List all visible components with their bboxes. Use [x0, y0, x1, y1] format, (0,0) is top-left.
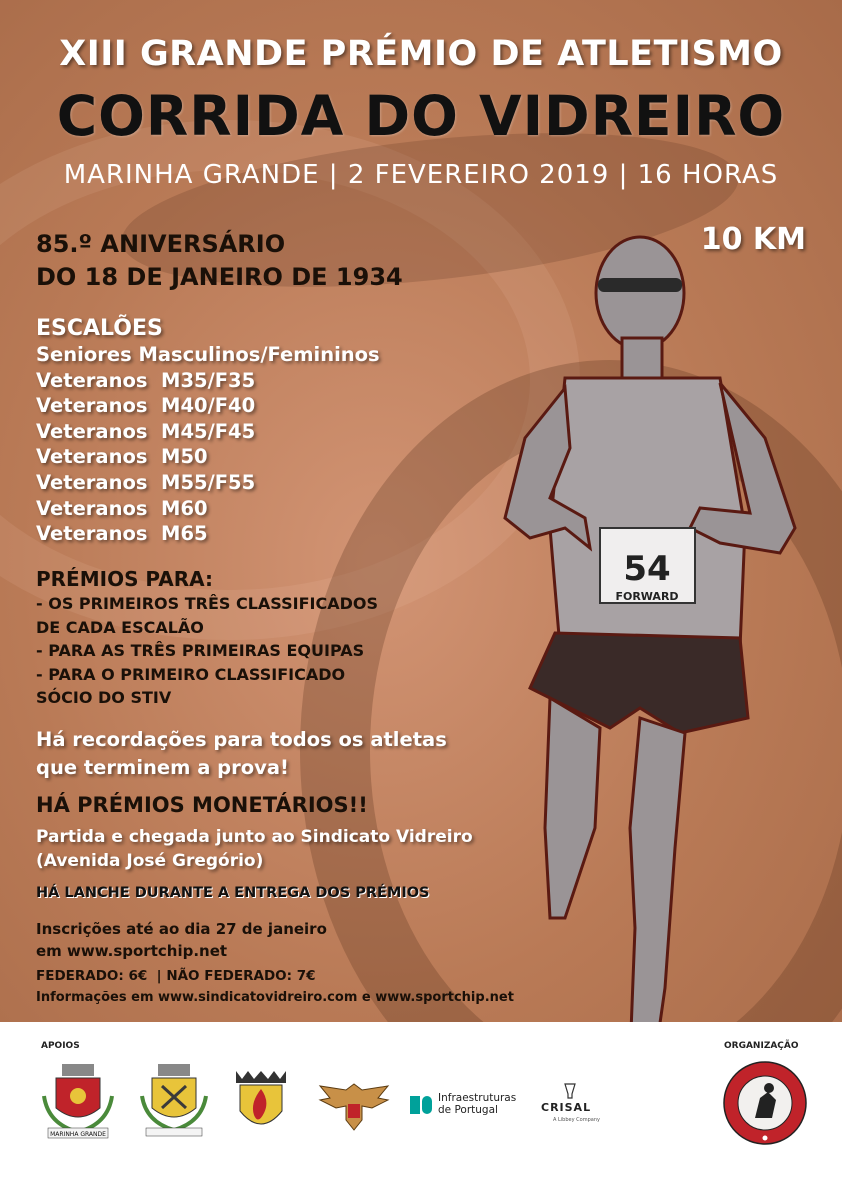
info-text: Informações em www.sindicatovidreiro.com e www.sportchip.net: [36, 990, 514, 1005]
organization-label: ORGANIZAÇÃO: [724, 1041, 799, 1051]
start-line-1: Partida e chegada junto ao Sindicato Vidreiro: [36, 827, 473, 847]
category-item: Veteranos M40/F40: [36, 394, 256, 418]
anniversary-line-1: 85.º ANIVERSÁRIO: [36, 230, 286, 258]
prizes-section: [36, 566, 378, 710]
category-item: Seniores Masculinos/Femininos: [36, 343, 380, 366]
event-name-title: CORRIDA DO VIDREIRO: [56, 84, 786, 148]
event-date-location: MARINHA GRANDE | 2 FEVEREIRO 2019 | 16 HORAS: [63, 160, 779, 190]
infra-line-1: Infraestruturas: [438, 1092, 517, 1104]
infraestruturas-logo-icon: [408, 1092, 434, 1118]
prize-item: - PARA AS TRÊS PRIMEIRAS EQUIPAS: [36, 641, 365, 660]
anniversary-text: [36, 228, 403, 294]
bib-number: 54: [623, 549, 671, 589]
bib-brand: FORWARD: [615, 590, 679, 603]
crisal-logo-text: CRISAL: [541, 1101, 592, 1114]
crest-caption: MARINHA GRANDE: [50, 1131, 106, 1138]
souvenirs-line-1: Há recordações para todos os atletas: [36, 728, 447, 751]
race-distance: 10 KM: [700, 222, 806, 257]
category-item: Veteranos M60: [36, 496, 208, 520]
eagle-emblem-logo: [316, 1076, 392, 1134]
supports-label: APOIOS: [41, 1041, 80, 1051]
category-item: Veteranos M50: [36, 445, 208, 469]
infraestruturas-logo-text: [438, 1092, 516, 1116]
anniversary-line-2: DO 18 DE JANEIRO DE 1934: [36, 263, 403, 291]
prize-item: - OS PRIMEIROS TRÊS CLASSIFICADOS: [36, 594, 378, 613]
union-seal-logo: [722, 1060, 808, 1146]
souvenirs-line-2: que terminem a prova!: [36, 756, 289, 779]
runner-illustration: [490, 228, 820, 1022]
categories-title: ESCALÕES: [36, 316, 163, 341]
marinha-grande-crest-logo: [38, 1060, 118, 1144]
category-item: Veteranos M35/F35: [36, 368, 256, 392]
souvenirs-text: [36, 726, 447, 782]
infra-line-2: de Portugal: [438, 1104, 498, 1116]
category-item: Veteranos M55/F55: [36, 470, 256, 494]
sponsors-footer: [0, 1022, 842, 1191]
prize-item: SÓCIO DO STIV: [36, 688, 172, 707]
prizes-title: PRÉMIOS PARA:: [36, 567, 213, 591]
start-line-2: (Avenida José Gregório): [36, 850, 264, 871]
category-item: Veteranos M65: [36, 522, 208, 546]
prize-item: DE CADA ESCALÃO: [36, 617, 204, 637]
snack-text: HÁ LANCHE DURANTE A ENTREGA DOS PRÉMIOS: [36, 885, 430, 901]
fire-brigade-crest-logo: [230, 1067, 292, 1139]
crisal-glass-icon: [563, 1082, 577, 1100]
parish-crest-logo: [138, 1062, 210, 1142]
category-item: Veteranos M45/F45: [36, 419, 256, 443]
prize-item: - PARA O PRIMEIRO CLASSIFICADO: [36, 664, 346, 684]
registration-line-2: em www.sportchip.net: [36, 942, 228, 960]
registration-text: [36, 918, 327, 962]
crisal-subtitle: A Libbey Company: [553, 1117, 600, 1123]
money-prizes-text: HÁ PRÉMIOS MONETÁRIOS!!: [36, 793, 368, 817]
event-edition-title: XIII GRANDE PRÉMIO DE ATLETISMO: [59, 34, 783, 74]
categories-section: [36, 316, 380, 547]
registration-line-1: Inscrições até ao dia 27 de janeiro: [36, 920, 327, 938]
prices-text: FEDERADO: 6€ | NÃO FEDERADO: 7€: [36, 968, 316, 984]
start-finish-text: [36, 826, 473, 873]
